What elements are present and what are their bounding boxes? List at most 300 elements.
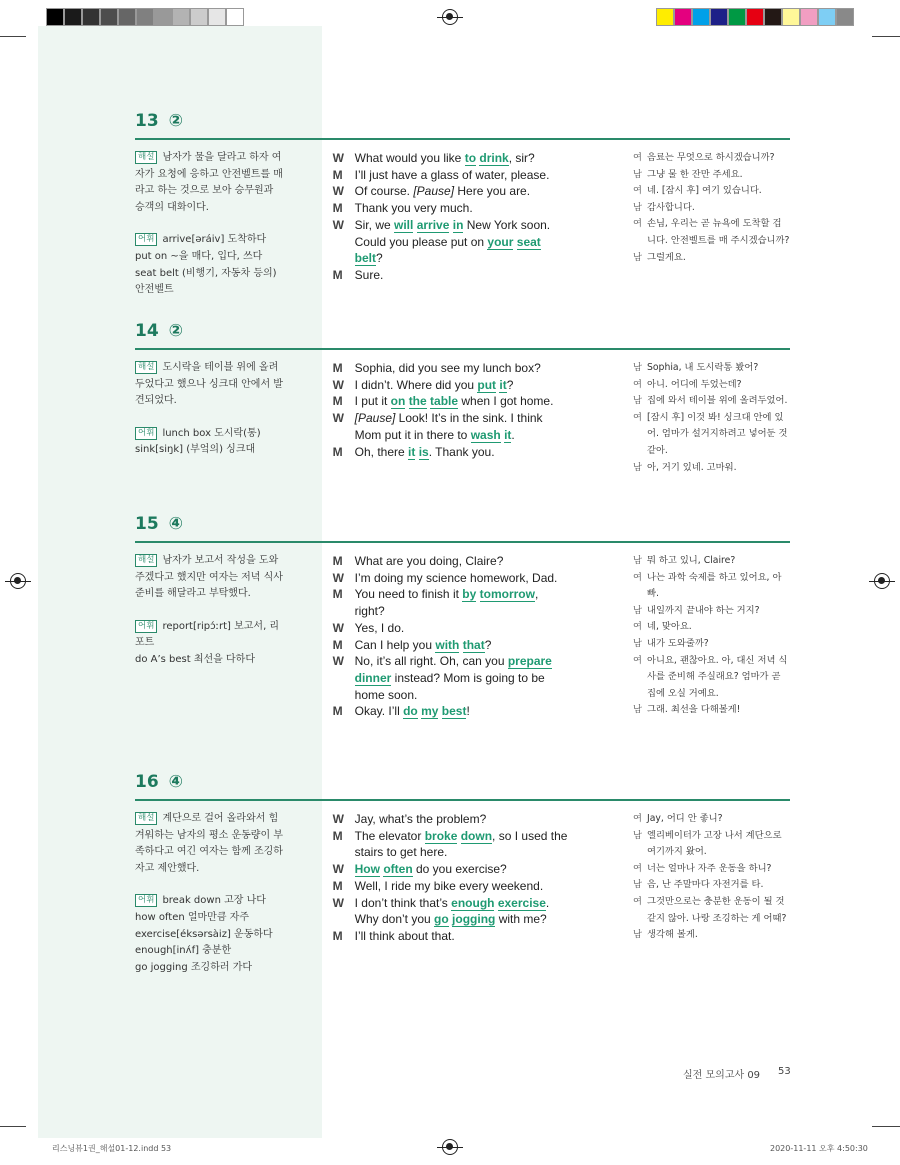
registration-mark-icon xyxy=(10,573,26,589)
key-word: arrive xyxy=(416,217,450,232)
speaker-label: M xyxy=(332,828,343,843)
speaker-label: M xyxy=(332,201,343,216)
dialogue-text xyxy=(355,200,571,217)
text-segment: Okay. I’ll xyxy=(354,704,404,719)
color-swatch xyxy=(836,8,854,26)
speaker-label: W xyxy=(332,812,344,826)
speaker-label: W xyxy=(332,184,344,199)
key-word: it xyxy=(504,427,512,442)
vocab-item xyxy=(135,927,285,944)
color-swatch xyxy=(656,8,674,26)
vocab-text: do A’s best 최선을 다하다 xyxy=(135,653,256,665)
translation-text: 음, 난 주말마다 자전거를 타. xyxy=(646,879,764,891)
translation-text: 내일까지 끝내야 하는 거지? xyxy=(646,604,760,616)
dialogue-line xyxy=(333,878,571,895)
text-segment: I’m doing my science homework, Dad. xyxy=(354,570,558,585)
dialogue-line xyxy=(333,586,571,619)
speaker-label: 남 xyxy=(632,879,642,891)
translation-text: 그냥 물 한 잔만 주세요. xyxy=(646,168,743,180)
key-word: exercise xyxy=(497,895,546,910)
translation-line xyxy=(633,150,790,167)
explanation-text: 남자가 보고서 작성을 도와주겠다고 했지만 여자는 저녁 식사 준비를 해달라고 부탁했다. xyxy=(135,555,283,600)
dialogue-line xyxy=(333,861,571,878)
explanation-column xyxy=(135,360,285,476)
text-segment: I don’t think that’s xyxy=(354,895,452,910)
speaker-label: 여 xyxy=(632,862,642,874)
text-segment: Here you are. xyxy=(454,184,531,199)
color-swatch xyxy=(728,8,746,26)
vocab-text: break down 고장 나다 xyxy=(162,895,266,907)
translation-text: 나는 과학 숙제를 하고 있어요, 아빠. xyxy=(646,571,782,600)
stage-direction: [Pause] xyxy=(354,411,396,426)
color-swatch xyxy=(710,8,728,26)
explanation-tag: 해설 xyxy=(135,361,157,374)
translation-column xyxy=(633,553,790,720)
dialogue-text xyxy=(355,637,571,654)
translation-line xyxy=(633,894,790,927)
key-word: dinner xyxy=(354,670,392,685)
explanation-column xyxy=(135,150,285,299)
dialogue-column xyxy=(333,553,571,720)
translation-text: 집에 와서 테이블 위에 올려두었어. xyxy=(646,395,788,407)
gray-swatch xyxy=(100,8,118,26)
dialogue-line xyxy=(333,570,571,587)
page-number: 53 xyxy=(778,1066,791,1077)
speaker-label: 남 xyxy=(632,604,642,616)
question-section xyxy=(135,318,790,476)
vocab-item xyxy=(135,893,285,910)
speaker-label: 여 xyxy=(632,895,642,907)
question-number: 13 xyxy=(135,111,159,131)
key-word: by xyxy=(462,587,477,602)
dialogue-text xyxy=(355,928,571,945)
text-segment: . xyxy=(511,427,515,442)
key-word: table xyxy=(430,394,459,409)
gray-scale-bar xyxy=(46,8,244,26)
translation-line xyxy=(633,200,790,217)
dialogue-column xyxy=(333,150,571,299)
color-swatch xyxy=(764,8,782,26)
key-word: enough xyxy=(451,895,495,910)
explanation-tag: 해설 xyxy=(135,812,157,825)
explanation-column xyxy=(135,811,285,976)
question-number: 14 xyxy=(135,321,159,341)
dialogue-line xyxy=(333,393,571,410)
vocab-item xyxy=(135,249,285,266)
speaker-label: M xyxy=(332,361,343,375)
color-swatch xyxy=(692,8,710,26)
translation-line xyxy=(633,377,790,394)
vocab-item xyxy=(135,232,285,249)
vocab-tag: 어휘 xyxy=(135,894,157,907)
key-word: belt xyxy=(354,251,376,266)
translation-line xyxy=(633,653,790,703)
dialogue-line xyxy=(333,410,571,443)
vocab-item xyxy=(135,943,285,960)
speaker-label: 남 xyxy=(632,704,642,716)
text-segment: . Thank you. xyxy=(428,444,495,459)
registration-mark-icon xyxy=(874,573,890,589)
speaker-label: 남 xyxy=(632,201,642,213)
vocab-text: arrive[əráiv] 도착하다 xyxy=(162,234,267,246)
translation-line xyxy=(633,619,790,636)
explanation-text: 남자가 물을 달라고 하자 여자가 요청에 응하고 안전벨트를 매라고 하는 것으로 보아 승무원과 승객의 대화이다. xyxy=(135,152,283,213)
text-segment: Sophia, did you see my lunch box? xyxy=(354,361,541,375)
text-segment: What would you like xyxy=(354,151,465,165)
vocab-text: lunch box 도시락(통) xyxy=(162,427,261,439)
key-word: seat xyxy=(516,234,541,249)
translation-line xyxy=(633,828,790,861)
text-segment: Yes, I do. xyxy=(354,620,405,635)
text-segment: when I got home. xyxy=(458,394,554,409)
color-swatch xyxy=(818,8,836,26)
translation-line xyxy=(633,460,790,477)
dialogue-text xyxy=(355,895,571,928)
translation-line xyxy=(633,811,790,828)
gray-swatch xyxy=(172,8,190,26)
key-word: in xyxy=(452,217,464,232)
translation-text: 네. [잠시 후] 여기 있습니다. xyxy=(646,185,762,197)
speaker-label: M xyxy=(332,554,343,568)
key-word: is xyxy=(418,444,429,459)
answer-choice: ④ xyxy=(168,772,184,792)
text-segment: I’ll just have a glass of water, please. xyxy=(354,167,550,182)
answer-choice: ④ xyxy=(168,514,184,534)
question-section xyxy=(135,511,790,720)
text-segment: I didn’t. Where did you xyxy=(354,377,478,392)
dialogue-text xyxy=(355,811,571,828)
dialogue-text xyxy=(355,861,571,878)
dialogue-text xyxy=(355,620,571,637)
dialogue-line xyxy=(333,360,571,377)
speaker-label: 여 xyxy=(632,152,642,163)
translation-line xyxy=(633,570,790,603)
translation-line xyxy=(633,360,790,377)
vocab-item xyxy=(135,960,285,977)
speaker-label: 남 xyxy=(632,251,642,263)
question-header xyxy=(135,318,790,344)
vocab-text: sink[siŋk] (부엌의) 싱크대 xyxy=(135,444,256,456)
gray-swatch xyxy=(208,8,226,26)
explanation-tag: 해설 xyxy=(135,151,157,164)
translation-text: 엘리베이터가 고장 나서 계단으로 여기까지 왔어. xyxy=(646,829,782,858)
speaker-label: 여 xyxy=(632,571,642,583)
translation-text: 뭐 하고 있니, Claire? xyxy=(646,555,736,566)
dialogue-text xyxy=(355,377,571,394)
stage-direction: [Pause] xyxy=(413,184,455,199)
translation-text: 감사합니다. xyxy=(646,201,695,213)
gray-swatch xyxy=(82,8,100,26)
text-segment: instead? Mom is going to be home soon. xyxy=(354,670,545,702)
speaker-label: W xyxy=(332,895,344,910)
translation-line xyxy=(633,702,790,719)
dialogue-line xyxy=(333,703,571,720)
speaker-label: 남 xyxy=(632,461,642,473)
explanation-text: 도시락을 테이블 위에 올려두었다고 했으나 싱크대 안에서 발견되었다. xyxy=(135,362,283,407)
translation-text: 내가 도와줄까? xyxy=(646,637,709,649)
question-number: 16 xyxy=(135,772,159,792)
key-word: my xyxy=(421,704,439,719)
dialogue-line xyxy=(333,200,571,217)
key-word: tomorrow xyxy=(479,587,535,602)
gray-swatch xyxy=(136,8,154,26)
dialogue-line xyxy=(333,895,571,928)
dialogue-text xyxy=(355,653,571,703)
dialogue-column xyxy=(333,811,571,976)
speaker-label: 남 xyxy=(632,395,642,407)
speaker-label: 여 xyxy=(632,218,642,230)
gray-swatch xyxy=(154,8,172,26)
text-segment: No, it’s all right. Oh, can you xyxy=(354,654,508,669)
translation-line xyxy=(633,927,790,944)
explanation-tag: 해설 xyxy=(135,554,157,567)
text-segment: , right? xyxy=(354,587,539,619)
vocab-text: report[ripɔ́ːrt] 보고서, 리포트 xyxy=(135,620,280,649)
question-header xyxy=(135,108,790,134)
speaker-label: M xyxy=(332,637,343,652)
text-segment: Of course. xyxy=(354,184,414,199)
translation-text: 아니. 어디에 두었는데? xyxy=(646,378,742,390)
vocab-text: put on ~을 매다, 입다, 쓰다 xyxy=(135,250,263,262)
question-header xyxy=(135,769,790,795)
text-segment: , sir? xyxy=(508,151,535,165)
key-word: jogging xyxy=(452,912,496,927)
vocab-text: go jogging 조깅하러 가다 xyxy=(135,961,253,973)
question-section xyxy=(135,108,790,299)
speaker-label: 여 xyxy=(632,411,642,423)
text-segment: ! xyxy=(466,704,470,719)
translation-text: 그것만으로는 충분한 운동이 될 것 같지 않아. 나랑 조깅하는 게 어때? xyxy=(646,895,787,924)
translation-text: 음료는 무엇으로 하시겠습니까? xyxy=(646,152,775,163)
key-word: wash xyxy=(470,427,501,442)
vocab-tag: 어휘 xyxy=(135,427,157,440)
key-word: with xyxy=(435,637,460,652)
question-number: 15 xyxy=(135,514,159,534)
dialogue-text xyxy=(355,586,571,619)
text-segment: Thank you very much. xyxy=(354,201,473,216)
dialogue-text xyxy=(355,150,571,167)
vocab-item xyxy=(135,426,285,443)
dialogue-line xyxy=(333,217,571,267)
dialogue-text xyxy=(355,703,571,720)
dialogue-text xyxy=(355,570,571,587)
dialogue-line xyxy=(333,167,571,184)
speaker-label: M xyxy=(332,444,343,459)
text-segment: Oh, there xyxy=(354,444,409,459)
dialogue-text xyxy=(355,393,571,410)
text-segment: What are you doing, Claire? xyxy=(354,554,504,568)
translation-text: 손님, 우리는 곧 뉴욕에 도착할 겁니다. 안전벨트를 매 주시겠습니까? xyxy=(646,218,790,246)
text-segment: . Why don’t you xyxy=(354,895,550,927)
text-segment: I’ll think about that. xyxy=(354,928,455,943)
translation-line xyxy=(633,183,790,200)
color-swatch xyxy=(800,8,818,26)
vocab-text: exercise[éksərsàiz] 운동하다 xyxy=(135,928,273,940)
dialogue-text xyxy=(355,410,571,443)
text-segment: do you exercise? xyxy=(412,862,507,877)
speaker-label: 여 xyxy=(632,185,642,197)
dialogue-line xyxy=(333,267,571,284)
vocab-item xyxy=(135,266,285,299)
translation-line xyxy=(633,250,790,267)
color-swatch xyxy=(782,8,800,26)
text-segment: with me? xyxy=(495,912,547,927)
vocab-text: enough[inʌ́f] 충분한 xyxy=(135,945,232,957)
crop-mark xyxy=(872,1126,900,1127)
text-segment: The elevator xyxy=(354,828,425,843)
dialogue-text xyxy=(355,217,571,267)
translation-line xyxy=(633,861,790,878)
key-word: prepare xyxy=(507,654,552,669)
translation-column xyxy=(633,360,790,476)
key-word: How xyxy=(354,862,380,877)
text-segment: New York soon. Could you please put on xyxy=(354,217,551,249)
section-divider xyxy=(135,138,790,140)
print-slug-filename: 리스닝뷰1권_해설01-12.indd 53 xyxy=(52,1144,172,1153)
explanation-text: 계단으로 걸어 올라와서 힘겨워하는 남자의 평소 운동량이 부족하다고 여긴 여자는 함께 조깅하자고 제안했다. xyxy=(135,813,283,874)
dialogue-text xyxy=(355,183,571,200)
dialogue-line xyxy=(333,183,571,200)
dialogue-text xyxy=(355,360,571,377)
text-segment: Sure. xyxy=(354,267,384,282)
dialogue-text xyxy=(355,553,571,570)
translation-text: 네, 맞아요. xyxy=(646,621,692,633)
section-divider xyxy=(135,541,790,543)
text-segment: Sir, we xyxy=(354,217,394,232)
speaker-label: 남 xyxy=(632,168,642,180)
question-header xyxy=(135,511,790,537)
speaker-label: M xyxy=(332,928,343,943)
print-slug-timestamp: 2020-11-11 오후 4:50:30 xyxy=(770,1144,868,1153)
text-segment: Jay, what’s the problem? xyxy=(354,812,487,826)
crop-mark xyxy=(0,1126,26,1127)
key-word: often xyxy=(383,862,413,877)
gray-swatch xyxy=(118,8,136,26)
translation-text: Jay, 어디 안 좋니? xyxy=(646,813,723,824)
speaker-label: M xyxy=(332,394,343,409)
speaker-label: 남 xyxy=(632,829,642,841)
vocab-item xyxy=(135,910,285,927)
speaker-label: 남 xyxy=(632,637,642,649)
vocab-item xyxy=(135,619,285,652)
text-segment: I put it xyxy=(354,394,391,409)
speaker-label: 남 xyxy=(632,929,642,941)
key-word: on xyxy=(390,394,406,409)
speaker-label: M xyxy=(332,167,343,182)
dialogue-text xyxy=(355,828,571,861)
speaker-label: 여 xyxy=(632,654,642,666)
translation-line xyxy=(633,410,790,460)
speaker-label: 여 xyxy=(632,621,642,633)
speaker-label: W xyxy=(332,862,344,877)
dialogue-text xyxy=(355,444,571,461)
crop-mark xyxy=(0,36,26,37)
vocab-tag: 어휘 xyxy=(135,620,157,633)
key-word: best xyxy=(441,704,467,719)
text-segment: Well, I ride my bike every weekend. xyxy=(354,878,544,893)
text-segment: , so I used the stairs to get here. xyxy=(354,828,568,860)
dialogue-line xyxy=(333,811,571,828)
translation-text: [잠시 후] 이것 봐! 싱크대 안에 있어. 엄마가 설거지하려고 넣어둔 것 같아. xyxy=(646,411,788,456)
explanation-column xyxy=(135,553,285,720)
section-divider xyxy=(135,348,790,350)
color-swatch xyxy=(674,8,692,26)
vocab-tag: 어휘 xyxy=(135,233,157,246)
translation-text: 아, 거기 있네. 고마워. xyxy=(646,461,737,473)
translation-line xyxy=(633,167,790,184)
vocab-text: how often 얼마만큼 자주 xyxy=(135,911,250,923)
vocab-item xyxy=(135,442,285,459)
dialogue-line xyxy=(333,637,571,654)
vocab-text: seat belt (비행기, 자동차 등의) 안전벨트 xyxy=(135,267,277,296)
dialogue-line xyxy=(333,828,571,861)
key-word: put xyxy=(477,377,497,392)
footer-title: 실전 모의고사 09 xyxy=(683,1070,761,1081)
speaker-label: W xyxy=(332,620,344,635)
translation-line xyxy=(633,877,790,894)
translation-text: 그래. 최선을 다해볼게! xyxy=(646,704,741,716)
speaker-label: 남 xyxy=(632,362,642,373)
speaker-label: M xyxy=(332,267,343,282)
key-word: will xyxy=(394,217,414,232)
speaker-label: W xyxy=(332,654,344,669)
speaker-label: M xyxy=(332,587,343,602)
registration-mark-icon xyxy=(442,9,458,25)
translation-line xyxy=(633,393,790,410)
text-segment: ? xyxy=(484,637,492,652)
text-segment: Look! It’s in the sink. I think Mom put it in there to xyxy=(354,411,543,442)
translation-line xyxy=(633,636,790,653)
dialogue-line xyxy=(333,553,571,570)
section-divider xyxy=(135,799,790,801)
key-word: it xyxy=(408,444,416,459)
key-word: drink xyxy=(479,151,509,165)
translation-column xyxy=(633,150,790,299)
crop-mark xyxy=(872,36,900,37)
key-word: that xyxy=(462,637,485,652)
registration-mark-icon xyxy=(442,1139,458,1155)
translation-line xyxy=(633,553,790,570)
text-segment: ? xyxy=(506,377,514,392)
dialogue-line xyxy=(333,653,571,703)
speaker-label: W xyxy=(332,411,344,426)
speaker-label: W xyxy=(332,377,344,392)
dialogue-line xyxy=(333,444,571,461)
key-word: it xyxy=(499,377,507,392)
answer-choice: ② xyxy=(168,111,184,131)
translation-text: 아니요, 괜찮아요. 아, 대신 저녁 식사를 준비해 주실래요? 엄마가 곧 집에 오실 거예요. xyxy=(646,654,788,699)
key-word: go xyxy=(434,912,449,927)
color-swatch xyxy=(746,8,764,26)
speaker-label: W xyxy=(332,570,344,585)
key-word: the xyxy=(408,394,427,409)
dialogue-line xyxy=(333,928,571,945)
dialogue-line xyxy=(333,377,571,394)
text-segment: ? xyxy=(375,251,383,266)
dialogue-text xyxy=(355,267,571,284)
gray-swatch xyxy=(226,8,244,26)
translation-line xyxy=(633,603,790,620)
vocab-item xyxy=(135,652,285,669)
key-word: your xyxy=(487,234,514,249)
translation-line xyxy=(633,216,790,249)
translation-text: Sophia, 내 도시락통 봤어? xyxy=(646,362,759,373)
speaker-label: 남 xyxy=(632,555,642,566)
dialogue-column xyxy=(333,360,571,476)
key-word: to xyxy=(464,151,477,165)
gray-swatch xyxy=(190,8,208,26)
translation-text: 그럴게요. xyxy=(646,251,686,263)
